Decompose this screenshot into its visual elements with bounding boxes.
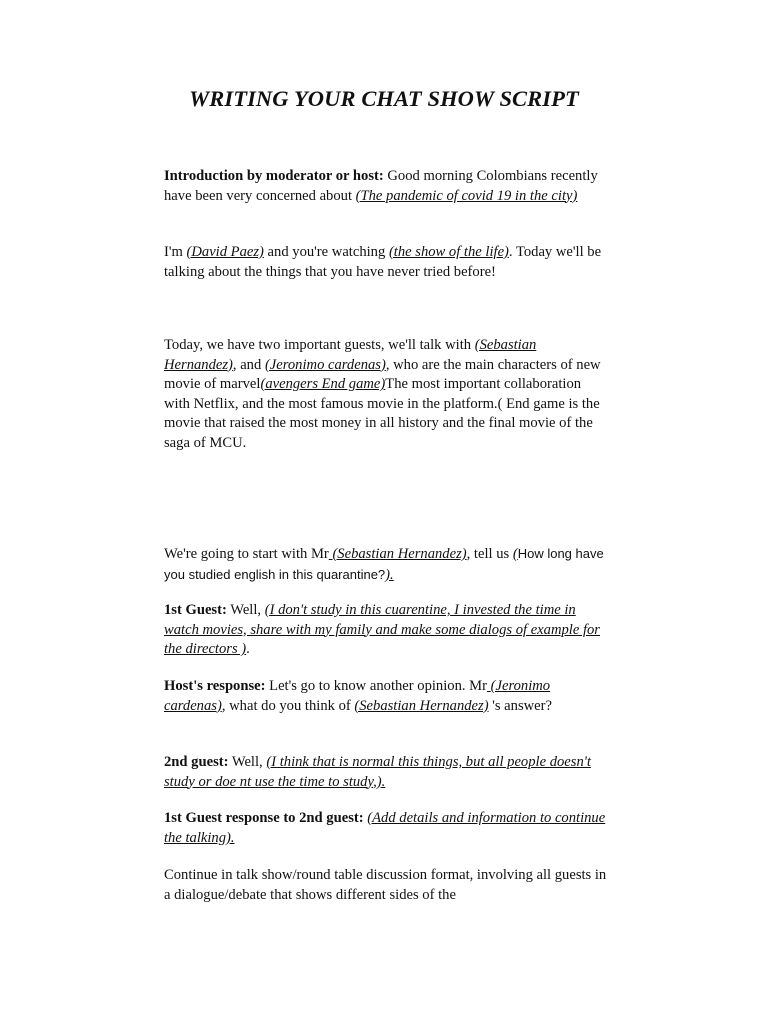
host-response-guest2: (Jeronimo cardenas) bbox=[164, 678, 551, 714]
start-guest1: (Sebastian Hernandez) bbox=[328, 546, 467, 562]
host-response-guest1: (Sebastian Hernandez) bbox=[354, 697, 489, 714]
start-question: How long have you studied english in this quarantine? bbox=[164, 546, 604, 582]
im-text-3: . Today we'll be talking about the things that you have never tried before! bbox=[164, 244, 602, 280]
first-guest-label: 1st Guest: bbox=[164, 602, 227, 618]
intro-paragraph bbox=[164, 167, 610, 206]
second-guest-paragraph bbox=[164, 753, 610, 792]
first-guest-response-label: 1st Guest response to 2nd guest: bbox=[164, 810, 364, 826]
start-text-2: , tell us bbox=[466, 546, 513, 562]
page-title: WRITING YOUR CHAT SHOW SCRIPT bbox=[189, 86, 579, 111]
guests-text-2: , and bbox=[232, 356, 265, 373]
start-paren: ( bbox=[512, 546, 518, 562]
host-response-text-2: , what do you think of bbox=[221, 697, 355, 714]
host-name: (David Paez) bbox=[186, 244, 264, 260]
guests-text-3: , who are the main characters of new movie of marvel bbox=[164, 356, 601, 392]
intro-text: Good morning Colombians recently have been very concerned about bbox=[164, 168, 598, 204]
continue-paragraph: Continue in talk show/round table discussion format, involving all guests in a dialogue/debate that shows different sides of the bbox=[164, 867, 607, 903]
second-guest-label: 2nd guest: bbox=[164, 754, 229, 770]
second-guest-answer: (I think that is normal this things, but all people doesn't study or doe nt use the time to study,). bbox=[164, 754, 591, 790]
host-response-paragraph bbox=[164, 677, 610, 716]
show-name: (the show of the life) bbox=[388, 244, 509, 260]
start-close: ). bbox=[385, 566, 394, 583]
im-paragraph bbox=[164, 243, 610, 282]
guest1-name: (Sebastian Hernandez) bbox=[164, 337, 537, 373]
first-guest-text-2: . bbox=[246, 641, 250, 657]
im-text-2: and you're watching bbox=[263, 244, 389, 260]
start-text-1: We're going to start with Mr bbox=[164, 546, 329, 562]
im-text-1: I'm bbox=[164, 244, 187, 260]
host-response-label: Host's response: bbox=[164, 678, 266, 694]
first-guest-response-paragraph bbox=[164, 809, 610, 848]
guests-text-4: The most important collaboration with Netflix, and the most famous movie in the platform.( End game is the movie that raised the most money in all history and the final movie of the saga of MCU. bbox=[164, 376, 600, 451]
intro-fill: (The pandemic of covid 19 in the city) bbox=[355, 187, 578, 204]
first-guest-text-1: Well, bbox=[226, 602, 265, 618]
first-guest-answer: (I don't study in this cuarentine, I invested the time in watch movies, share with my family and make some dialogs of example for the directors ) bbox=[164, 602, 600, 657]
guest2-name: (Jeronimo cardenas) bbox=[264, 356, 386, 373]
host-response-text-1: Let's go to know another opinion. Mr bbox=[265, 678, 488, 694]
movie-name: (avengers End game) bbox=[260, 376, 386, 392]
host-response-text-3: 's answer? bbox=[488, 697, 552, 714]
intro-label: Introduction by moderator or host: bbox=[164, 168, 384, 184]
guests-paragraph bbox=[164, 336, 610, 453]
start-paragraph bbox=[164, 544, 610, 585]
first-guest-response-fill: (Add details and information to continue the talking). bbox=[164, 810, 606, 846]
first-guest-paragraph bbox=[164, 601, 610, 660]
guests-text-1: Today, we have two important guests, we'll talk with bbox=[164, 337, 475, 353]
second-guest-text-1: Well, bbox=[228, 754, 267, 770]
